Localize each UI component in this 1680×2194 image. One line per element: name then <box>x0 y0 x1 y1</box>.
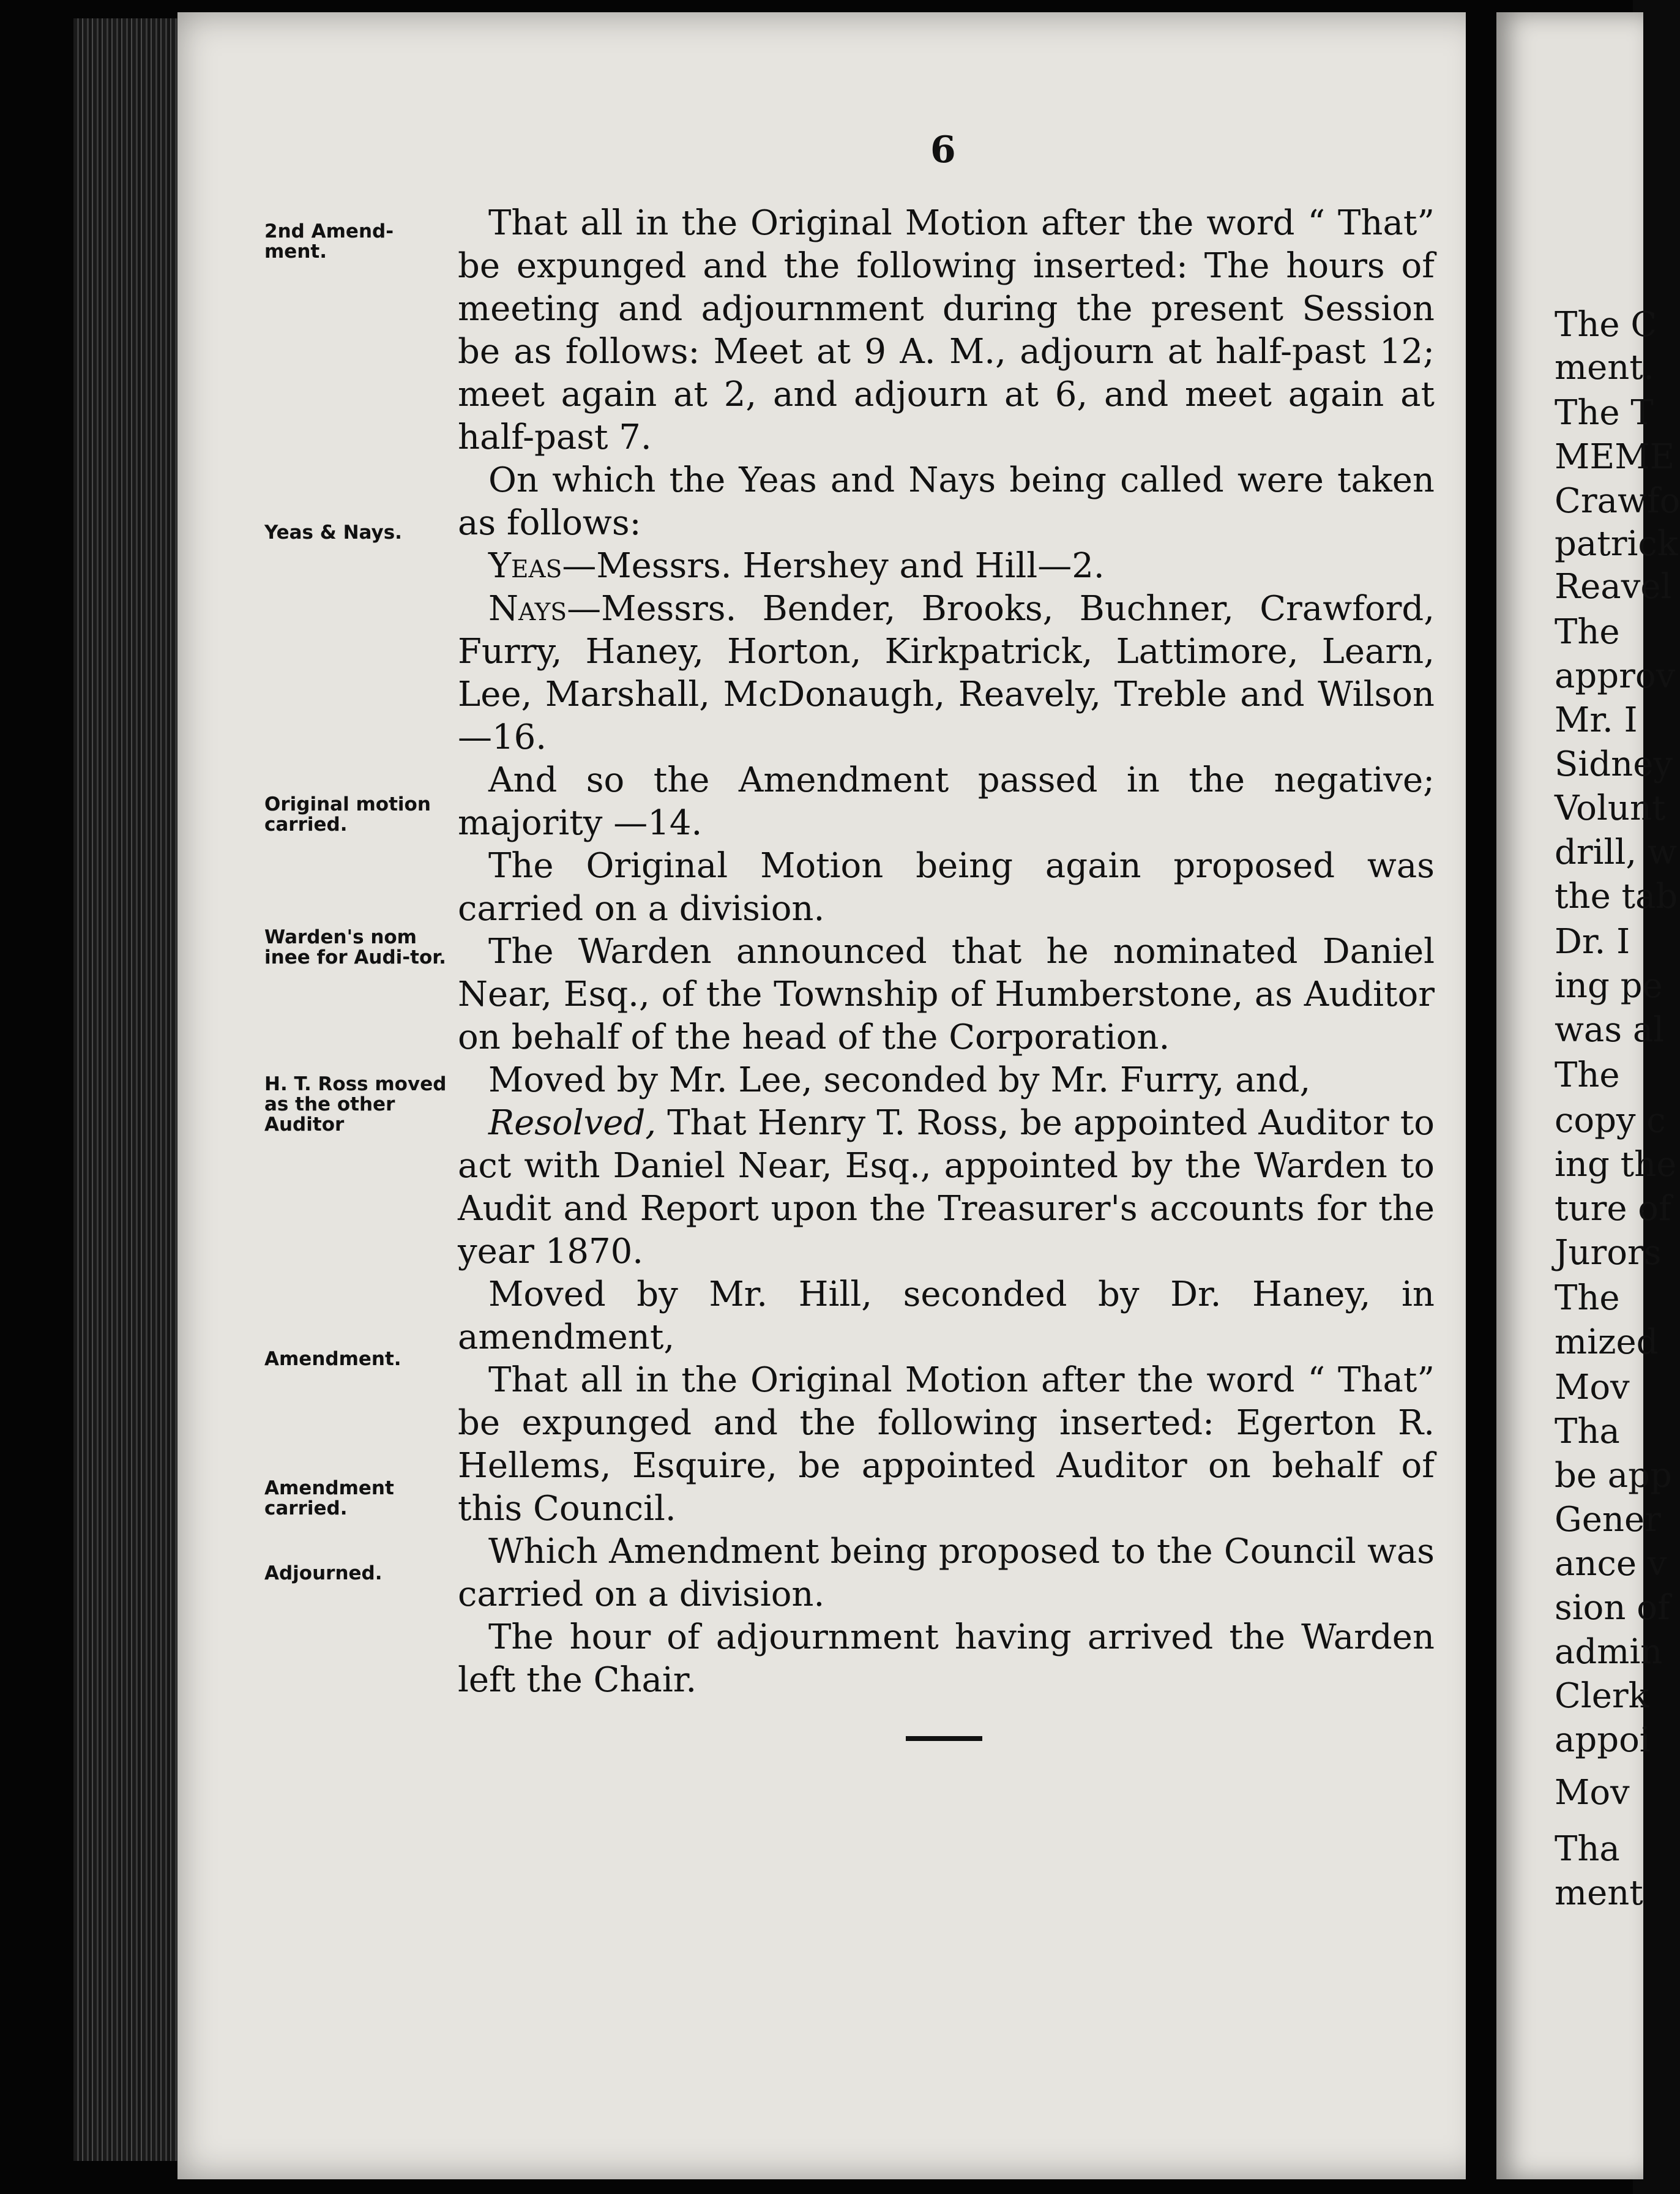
resolved-text: That Henry T. Ross, be appointed Auditor to act with Daniel Near, Esq., appointed by the Warden to Audit and Report upon the Treasurer's accounts for the year 1870. <box>458 1103 1435 1271</box>
right-fragment: The <box>1555 1055 1620 1095</box>
right-fragment: ing pe <box>1555 966 1663 1006</box>
right-fragment: Mov <box>1555 1773 1630 1813</box>
body-text <box>458 202 1435 1702</box>
right-fragment: sion of <box>1555 1588 1670 1628</box>
right-fragment: ture of <box>1555 1189 1671 1229</box>
paragraph-nays <box>458 588 1435 759</box>
paragraph-original-motion: The Original Motion being again proposed was carried on a division. <box>458 846 1435 929</box>
yeas-list: —Messrs. Hershey and Hill—2. <box>562 546 1105 586</box>
right-fragment: Mov <box>1555 1368 1630 1407</box>
margin-note-amendment-carried: Amendment carried. <box>264 1477 394 1519</box>
margin-note-ross: H. T. Ross moved as the other Auditor <box>264 1073 447 1136</box>
right-fragment: Tha <box>1555 1829 1620 1869</box>
paragraph-2nd-amendment: That all in the Original Motion after the word “ That” be expunged and the following inserted: The hours of meeting and adjournment during the present Session be as follows: Meet at 9 A. M., adjourn at half-past 12; meet again at 2, and adjourn at 6, and meet again at half-past 7. <box>458 203 1435 457</box>
right-fragment: ment. <box>1555 348 1654 388</box>
right-fragment: was al <box>1555 1010 1665 1050</box>
right-fragment: Sidney <box>1555 744 1673 784</box>
right-fragment: Dr. I <box>1555 922 1630 962</box>
resolved-label: Resolved, <box>488 1103 657 1143</box>
right-fragment: Crawfo <box>1555 481 1680 521</box>
right-fragment: The <box>1555 1278 1620 1318</box>
right-fragment: Volunt <box>1555 788 1666 828</box>
margin-note-wardens-nominee: Warden's nom inee for Audi-tor. <box>264 926 446 968</box>
right-fragment: appoi <box>1555 1720 1651 1760</box>
right-fragment: ing the <box>1555 1145 1677 1185</box>
margin-note-adjourned: Adjourned. <box>264 1562 383 1584</box>
page-number: 6 <box>930 129 956 171</box>
book-page-edges <box>73 18 181 2161</box>
right-fragment: The C <box>1555 305 1657 345</box>
right-fragment: mized <box>1555 1322 1659 1362</box>
right-fragment: copy c <box>1555 1101 1666 1140</box>
right-fragment: The T <box>1555 393 1654 433</box>
right-fragment: ance v <box>1555 1544 1667 1584</box>
right-fragment: Clerk <box>1555 1676 1649 1716</box>
paragraph-moved-lee: Moved by Mr. Lee, seconded by Mr. Furry, and, <box>488 1060 1311 1100</box>
right-fragment: the tab <box>1555 877 1678 916</box>
margin-note-yeas-nays: Yeas & Nays. <box>264 522 402 544</box>
right-fragment: drill, w <box>1555 833 1677 872</box>
paragraph-yeas <box>458 545 1435 588</box>
right-fragment: Mr. I <box>1555 700 1638 740</box>
paragraph-moved-hill: Moved by Mr. Hill, seconded by Dr. Haney, in amendment, <box>458 1275 1435 1357</box>
margin-note-2nd-amendment: 2nd Amend-ment. <box>264 220 394 263</box>
paragraph-resolved <box>458 1102 1435 1273</box>
end-rule <box>906 1736 982 1741</box>
nays-list: —Messrs. Bender, Brooks, Buchner, Crawford, Furry, Haney, Horton, Kirkpatrick, Lattimore, Learn, Lee, Marshall, McDonaugh, Reavely, Treble and Wilson—16. <box>458 589 1435 757</box>
right-fragment: ment <box>1555 1873 1643 1913</box>
paragraph-warden-nomination: The Warden announced that he nominated Daniel Near, Esq., of the Township of Humberstone, as Auditor on behalf of the head of the Corporation. <box>458 932 1435 1057</box>
yeas-label: Yeas <box>488 546 562 586</box>
right-fragment: Gener <box>1555 1500 1661 1540</box>
paragraph-amendment-carried: Which Amendment being proposed to the Council was carried on a division. <box>458 1532 1435 1614</box>
paragraph-amendment: That all in the Original Motion after the word “ That” be expunged and the following inserted: Egerton R. Hellems, Esquire, be appointed Auditor on behalf of this Council. <box>458 1360 1435 1529</box>
nays-label: Nays <box>488 589 567 629</box>
right-fragment: be app <box>1555 1456 1672 1496</box>
margin-note-amendment: Amendment. <box>264 1348 401 1370</box>
right-fragment: MEME <box>1555 437 1675 477</box>
right-fragment: Tha <box>1555 1412 1620 1451</box>
right-fragment: The <box>1555 612 1620 652</box>
right-fragment: Reavel <box>1555 567 1672 607</box>
paragraph-yeas-nays-called: On which the Yeas and Nays being called were taken as follows: <box>458 460 1435 543</box>
paragraph-adjourned: The hour of adjournment having arrived the Warden left the Chair. <box>458 1617 1435 1700</box>
right-fragment: approv <box>1555 656 1676 696</box>
right-fragment: Jurors <box>1555 1233 1662 1273</box>
right-fragment: patrick <box>1555 524 1678 564</box>
paragraph-negative: And so the Amendment passed in the negative; majority —14. <box>458 760 1435 843</box>
margin-note-original-motion: Original motion carried. <box>264 793 431 836</box>
right-fragment: admin <box>1555 1632 1663 1672</box>
